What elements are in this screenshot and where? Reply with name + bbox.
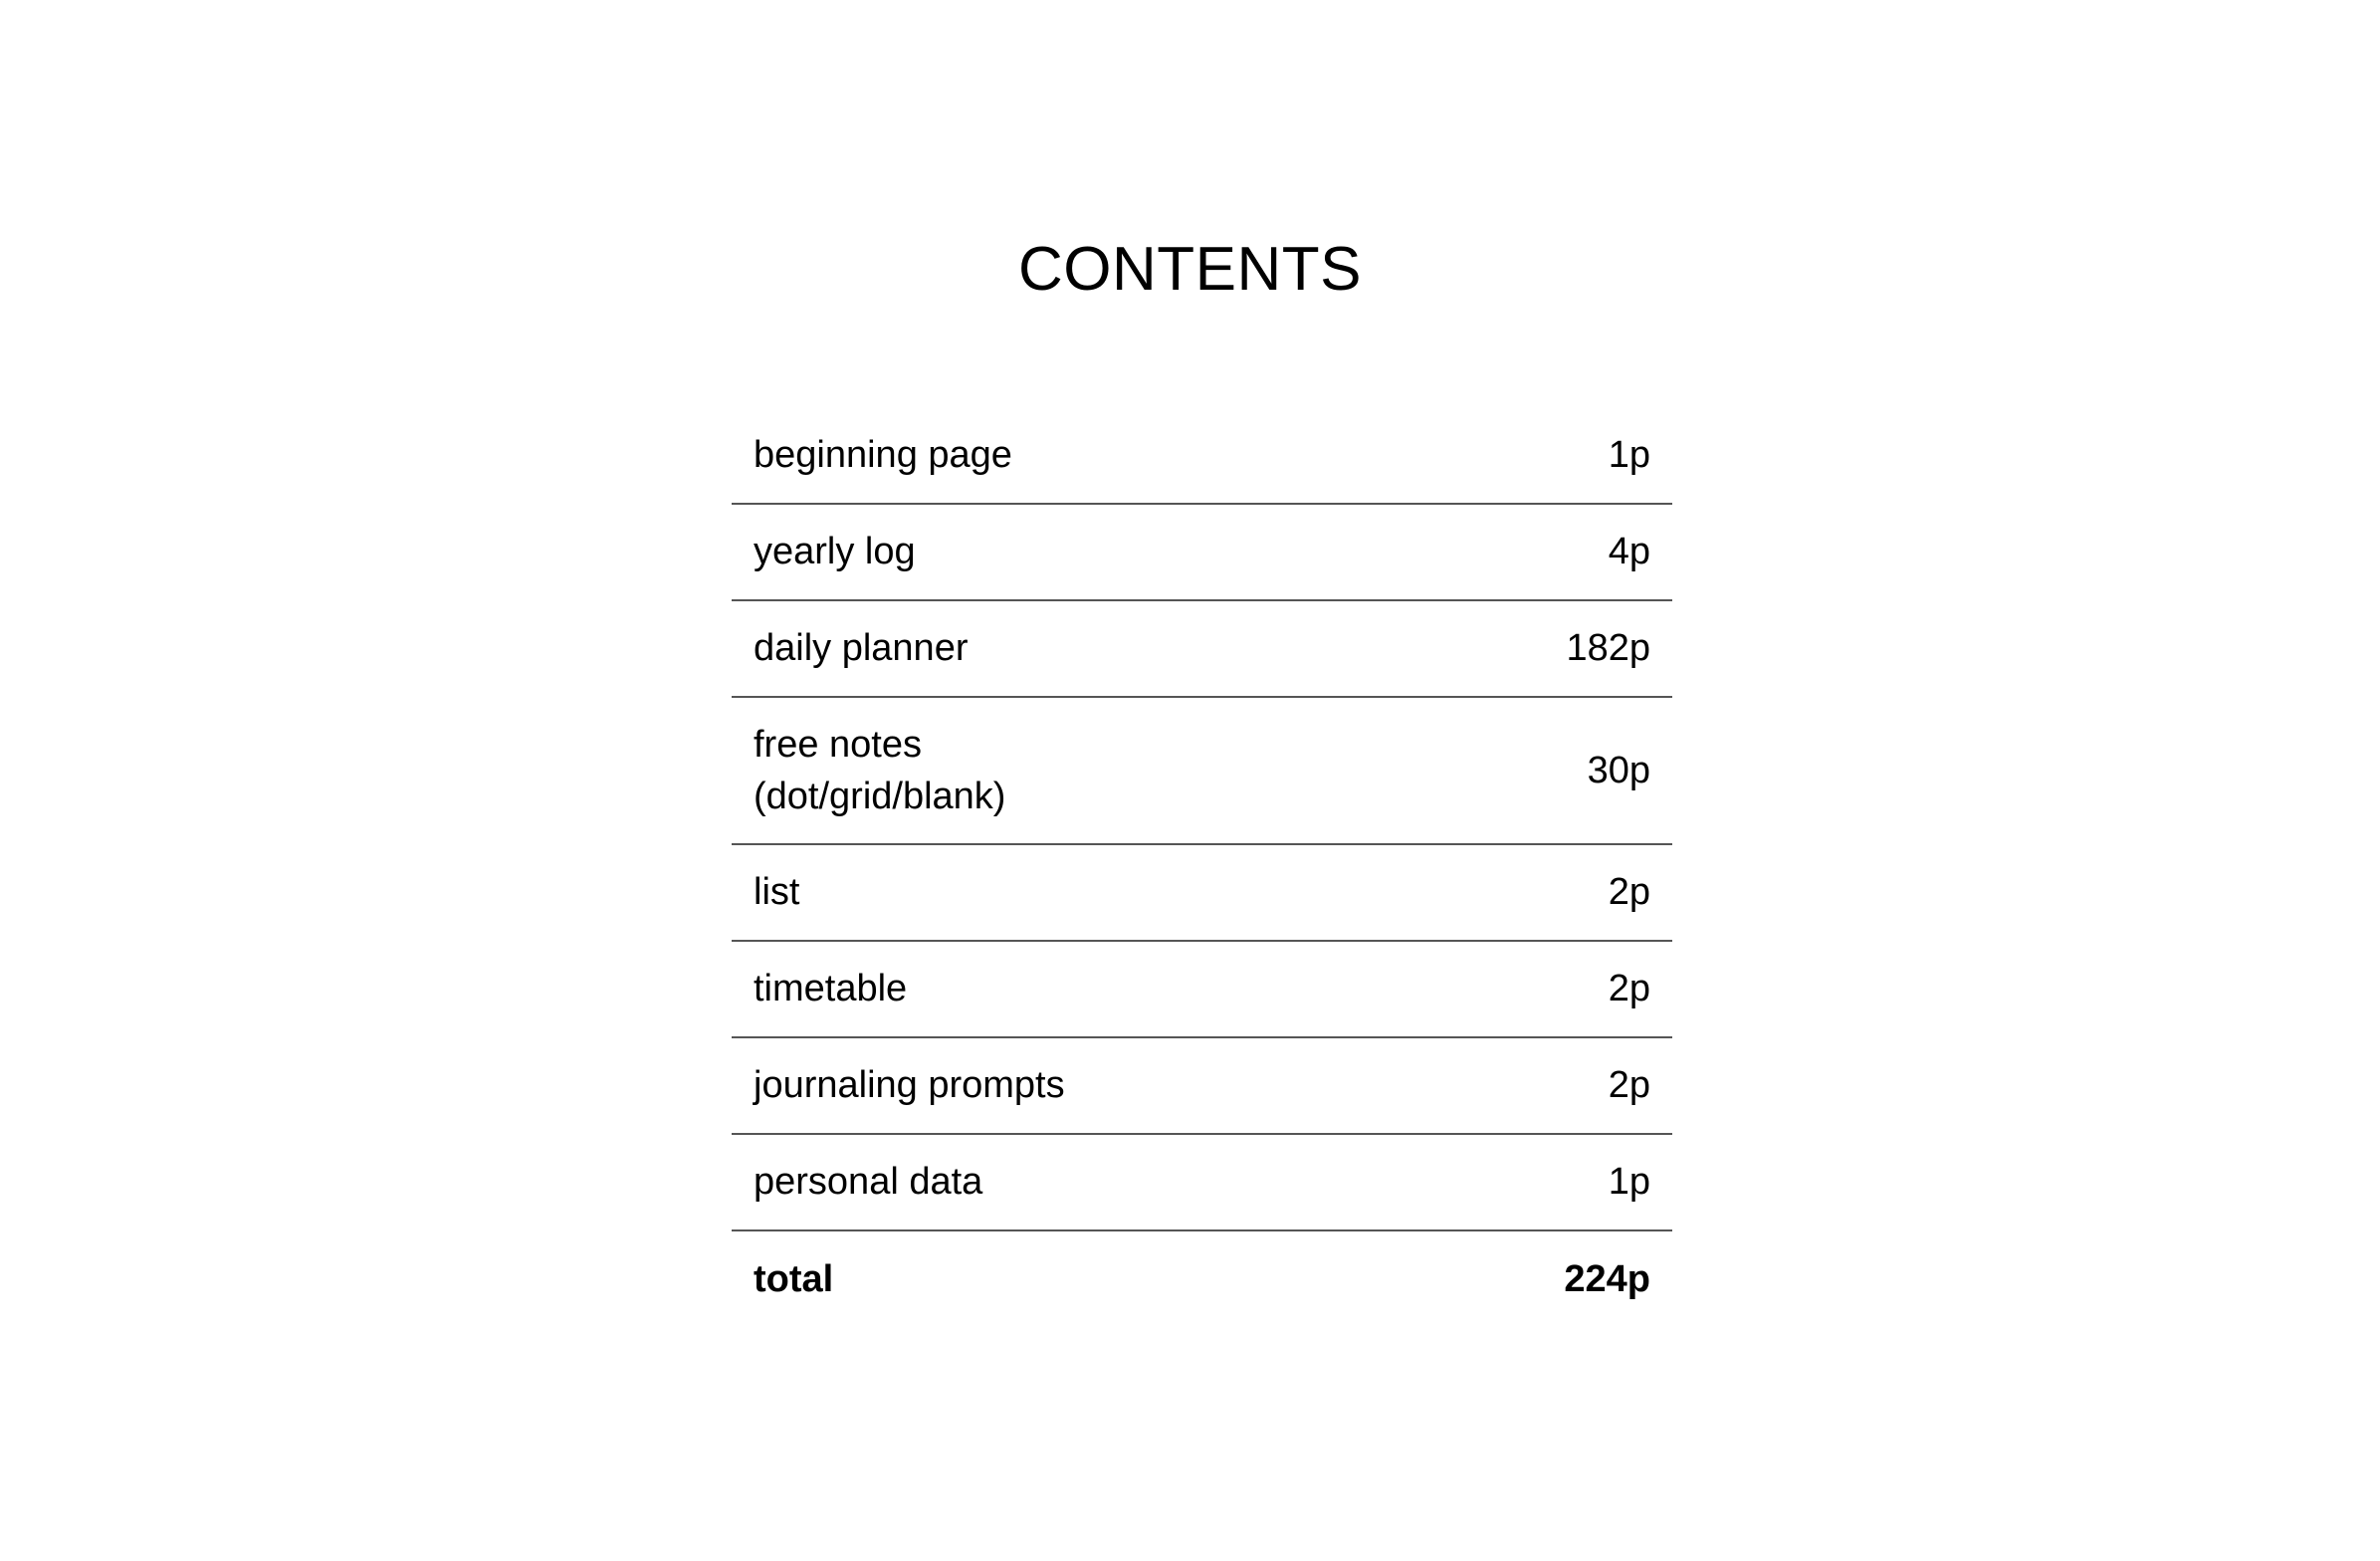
total-row xyxy=(732,1231,1672,1328)
row-pages: 30p xyxy=(1587,749,1650,791)
table-row xyxy=(732,601,1672,698)
table-row xyxy=(732,1135,1672,1231)
table-row xyxy=(732,942,1672,1038)
row-label: list xyxy=(754,871,800,913)
row-label: daily planner xyxy=(754,627,969,669)
table-row xyxy=(732,408,1672,505)
row-pages: 1p xyxy=(1608,1161,1650,1203)
row-pages: 2p xyxy=(1608,968,1650,1009)
table-row xyxy=(732,505,1672,601)
row-pages: 4p xyxy=(1608,531,1650,572)
row-label: yearly log xyxy=(754,531,916,572)
row-pages: 2p xyxy=(1608,1064,1650,1106)
page-title: CONTENTS xyxy=(1018,235,1362,304)
row-pages: 1p xyxy=(1608,434,1650,476)
row-label: timetable xyxy=(754,968,908,1009)
contents-table xyxy=(732,408,1672,1328)
row-label: free notes xyxy=(754,724,922,766)
row-pages: 2p xyxy=(1608,871,1650,913)
row-label: journaling prompts xyxy=(754,1064,1065,1106)
row-label: beginning page xyxy=(754,434,1012,476)
row-pages: 182p xyxy=(1566,627,1650,669)
total-label: total xyxy=(754,1258,834,1300)
total-pages: 224p xyxy=(1564,1258,1650,1300)
row-label: personal data xyxy=(754,1161,983,1203)
table-row xyxy=(732,698,1672,845)
row-label-group xyxy=(754,719,1005,822)
row-label-sub: (dot/grid/blank) xyxy=(754,776,1006,817)
table-row xyxy=(732,1038,1672,1135)
table-row xyxy=(732,845,1672,942)
